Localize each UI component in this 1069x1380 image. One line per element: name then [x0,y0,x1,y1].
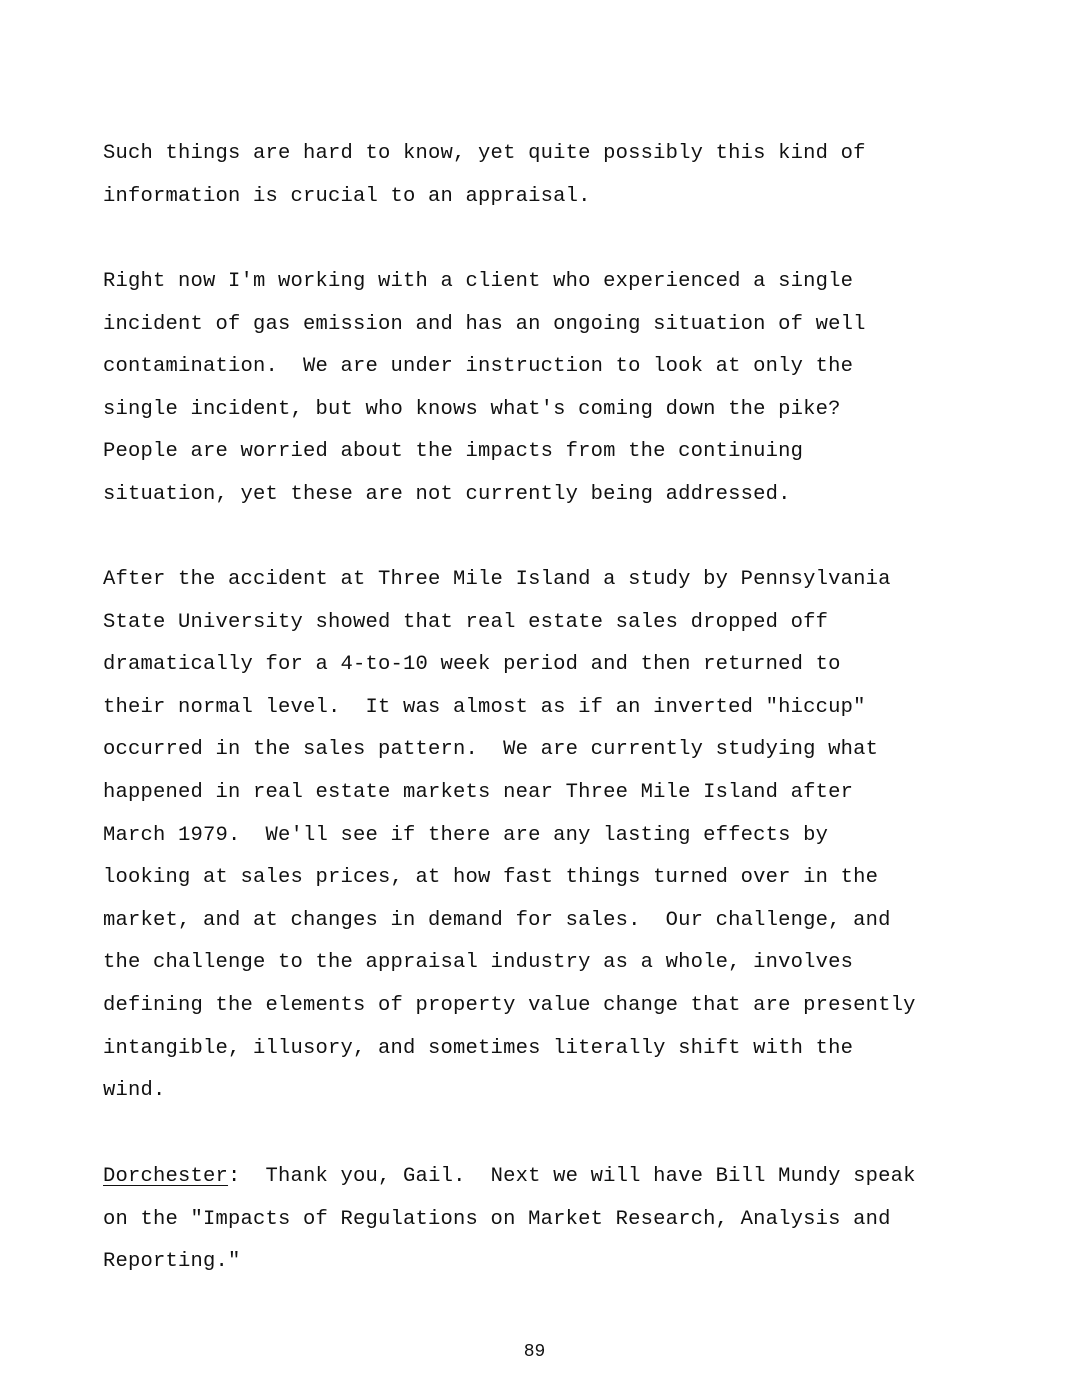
text-line: looking at sales prices, at how fast things turned over in the [103,866,879,890]
text-line: Such things are hard to know, yet quite possibly this kind of [103,142,866,165]
dialogue-paragraph [103,1156,983,1284]
text-line: dramatically for a 4-to-10 week period and then returned to [103,653,841,677]
text-line: situation, yet these are not currently being addressed. [103,482,791,506]
text-line: market, and at changes in demand for sales. Our challenge, and [103,908,891,932]
dialogue-first-line [103,1156,983,1199]
text-line: State University showed that real estate sales dropped off [103,610,829,634]
text-line: their normal level. It was almost as if an inverted "hiccup" [103,695,866,719]
text-line: on the "Impacts of Regulations on Market Research, Analysis and [103,1207,891,1231]
text-line: single incident, but who knows what's coming down the pike? [103,397,841,421]
text-line: After the accident at Three Mile Island a study by Pennsylvania [103,568,891,591]
text-line: occurred in the sales pattern. We are currently studying what [103,738,879,762]
text-line: happened in real estate markets near Three Mile Island after [103,780,854,804]
dialogue-text: : Thank you, Gail. Next we will have Bill Mundy speak [228,1165,916,1188]
text-line: Reporting." [103,1250,241,1274]
text-line: the challenge to the appraisal industry as a whole, involves [103,951,854,975]
text-line: People are worried about the impacts from the continuing [103,440,804,464]
page-number: 89 [523,1342,546,1362]
text-line: information is crucial to an appraisal. [103,184,591,208]
paragraph-2 [103,261,983,517]
speaker-name: Dorchester [103,1165,229,1188]
text-line: Right now I'm working with a client who experienced a single [103,270,854,293]
text-line: defining the elements of property value change that are presently [103,993,916,1017]
text-line: incident of gas emission and has an ongoing situation of well [103,312,866,336]
text-line: wind. [103,1079,166,1103]
text-line: March 1979. We'll see if there are any lasting effects by [103,823,829,847]
paragraph-3 [103,559,983,1113]
text-line: intangible, illusory, and sometimes literally shift with the [103,1036,854,1060]
paragraph-1 [103,133,983,218]
text-line: contamination. We are under instruction to look at only the [103,355,854,379]
